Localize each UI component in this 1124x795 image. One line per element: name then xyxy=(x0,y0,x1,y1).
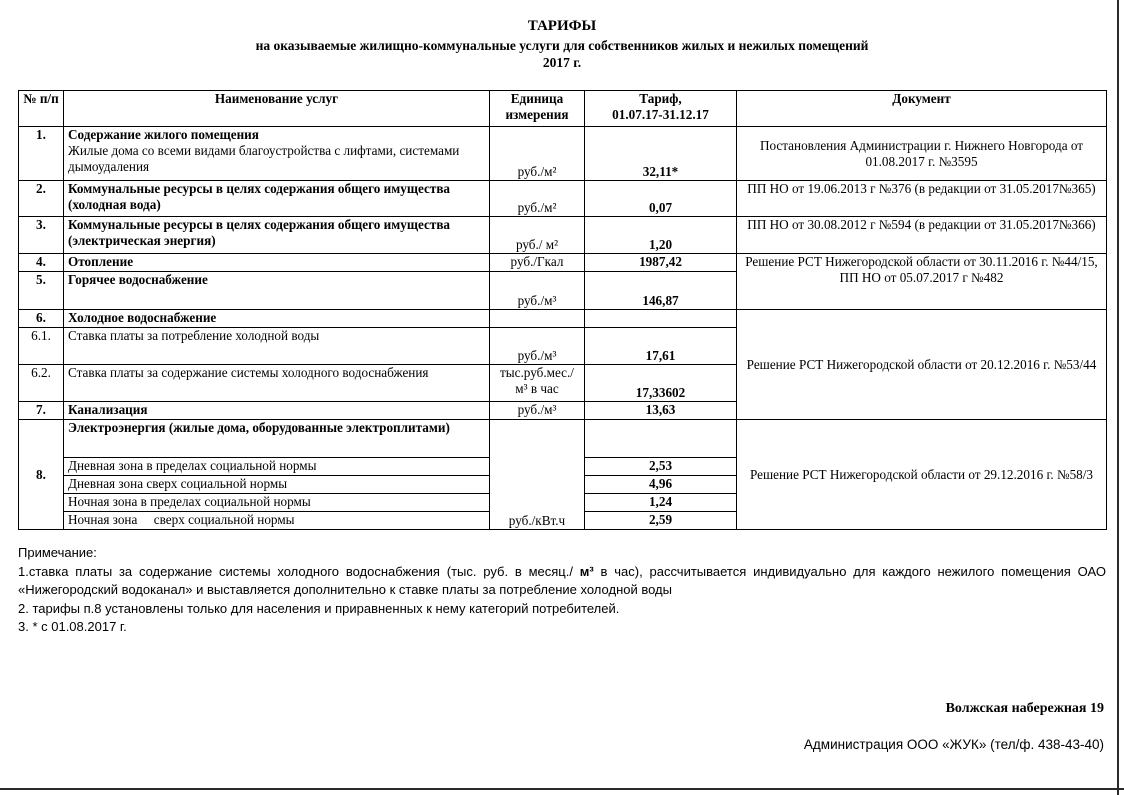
header-unit: Единица измерения xyxy=(490,91,585,127)
row-unit: руб./м³ xyxy=(490,272,585,310)
row-document: Решение РСТ Нижегородской области от 20.12.2016 г. №53/44 xyxy=(737,310,1107,420)
header-tariff xyxy=(585,91,737,127)
notes-section xyxy=(18,544,1106,637)
footer-admin-contact: Администрация ООО «ЖУК» (тел/ф. 438-43-40) xyxy=(803,737,1104,752)
row-document: Решение РСТ Нижегородской области от 29.12.2016 г. №58/3 xyxy=(737,420,1107,530)
row-num: 6.2. xyxy=(19,365,64,402)
row-tariff: 1,24 xyxy=(585,494,737,512)
row-unit: руб./м³ xyxy=(490,402,585,420)
table-row xyxy=(19,310,1107,328)
row-tariff: 32,11* xyxy=(585,127,737,181)
table-row xyxy=(19,127,1107,181)
row-description: Жилые дома со всеми видами благоустройства с лифтами, системами дымоудаления xyxy=(68,143,460,174)
row-name: Ставка платы за потребление холодной воды xyxy=(64,328,490,365)
row-name: Коммунальные ресурсы в целях содержания общего имущества (холодная вода) xyxy=(64,181,490,217)
row-tariff: 2,59 xyxy=(585,512,737,530)
row-name: Дневная зона в пределах социальной нормы xyxy=(64,458,490,476)
row-tariff: 17,61 xyxy=(585,328,737,365)
document-year: 2017 г. xyxy=(542,55,582,70)
notes-heading: Примечание: xyxy=(18,545,97,560)
row-document: ПП НО от 30.08.2012 г №594 (в редакции от 31.05.2017№366) xyxy=(737,217,1107,254)
row-unit: руб./м² xyxy=(490,127,585,181)
row-unit xyxy=(490,310,585,328)
header-document: Документ xyxy=(737,91,1107,127)
note-1-text-b: в час), рассчитывается индивидуально для каждого нежилого помещения ОАО «Нижегородский водоканал» и выставляется дополнительно к ставке платы за потребление холодной воды xyxy=(18,563,1106,597)
row-name xyxy=(64,127,490,181)
note-1 xyxy=(18,563,1106,600)
header-num: № п/п xyxy=(19,91,64,127)
row-name: Отопление xyxy=(64,254,490,272)
header-tariff-line1: Тариф, xyxy=(639,91,682,106)
row-document: ПП НО от 19.06.2013 г №376 (в редакции от 31.05.2017№365) xyxy=(737,181,1107,217)
row-name: Горячее водоснабжение xyxy=(64,272,490,310)
note-1-text-a: 1.ставка платы за содержание системы холодного водоснабжения (тыс. руб. в месяц./ xyxy=(18,563,580,579)
row-tariff: 13,63 xyxy=(585,402,737,420)
row-num: 7. xyxy=(19,402,64,420)
row-tariff xyxy=(585,310,737,328)
tariff-table xyxy=(18,90,1107,530)
table-row xyxy=(19,254,1107,272)
note-1-unit: м³ xyxy=(579,563,594,579)
row-name: Ночная зона в пределах социальной нормы xyxy=(64,494,490,512)
row-name: Коммунальные ресурсы в целях содержания общего имущества (электрическая энергия) xyxy=(64,217,490,254)
row-tariff: 1,20 xyxy=(585,217,737,254)
header-tariff-line2: 01.07.17-31.12.17 xyxy=(612,107,709,122)
table-row xyxy=(19,420,1107,458)
row-title: Содержание жилого помещения xyxy=(68,127,259,142)
row-name: Ставка платы за содержание системы холодного водоснабжения xyxy=(64,365,490,402)
row-num: 6. xyxy=(19,310,64,328)
table-row xyxy=(19,217,1107,254)
row-name: Холодное водоснабжение xyxy=(64,310,490,328)
header-name: Наименование услуг xyxy=(64,91,490,127)
row-unit: тыс.руб.мес./ м³ в час xyxy=(490,365,585,402)
page-edge-bottom xyxy=(0,788,1124,790)
document-title: ТАРИФЫ xyxy=(527,18,597,34)
row-name: Канализация xyxy=(64,402,490,420)
note-2: 2. тарифы п.8 установлены только для населения и приравненных к нему категорий потребителей. xyxy=(18,600,620,616)
row-num: 8. xyxy=(19,420,64,530)
row-num: 6.1. xyxy=(19,328,64,365)
row-tariff: 1987,42 xyxy=(585,254,737,272)
row-num: 4. xyxy=(19,254,64,272)
row-tariff: 146,87 xyxy=(585,272,737,310)
row-tariff xyxy=(585,420,737,458)
row-num: 1. xyxy=(19,127,64,181)
row-num: 3. xyxy=(19,217,64,254)
row-unit: руб./ м² xyxy=(490,217,585,254)
row-unit: руб./Гкал xyxy=(490,254,585,272)
row-num: 5. xyxy=(19,272,64,310)
row-name: Электроэнергия (жилые дома, оборудованные электроплитами) xyxy=(64,420,490,458)
footer-address: Волжская набережная 19 xyxy=(945,701,1104,716)
note-3: 3. * с 01.08.2017 г. xyxy=(18,619,127,634)
row-document: Постановления Администрации г. Нижнего Новгорода от 01.08.2017 г. №3595 xyxy=(737,127,1107,181)
row-unit: руб./кВт.ч xyxy=(490,420,585,530)
page-edge-right xyxy=(1117,0,1119,795)
row-unit: руб./м² xyxy=(490,181,585,217)
row-num: 2. xyxy=(19,181,64,217)
row-tariff: 2,53 xyxy=(585,458,737,476)
table-row xyxy=(19,181,1107,217)
row-document: Решение РСТ Нижегородской области от 30.11.2016 г. №44/15, ПП НО от 05.07.2017 г №482 xyxy=(737,254,1107,310)
row-name: Дневная зона сверх социальной нормы xyxy=(64,476,490,494)
row-name: Ночная зона сверх социальной нормы xyxy=(64,512,490,530)
row-tariff: 17,33602 xyxy=(585,365,737,402)
row-tariff: 4,96 xyxy=(585,476,737,494)
table-header-row xyxy=(19,91,1107,127)
document-subtitle: на оказываемые жилищно-коммунальные услуги для собственников жилых и нежилых помещений xyxy=(255,38,869,53)
row-tariff: 0,07 xyxy=(585,181,737,217)
row-unit: руб./м³ xyxy=(490,328,585,365)
